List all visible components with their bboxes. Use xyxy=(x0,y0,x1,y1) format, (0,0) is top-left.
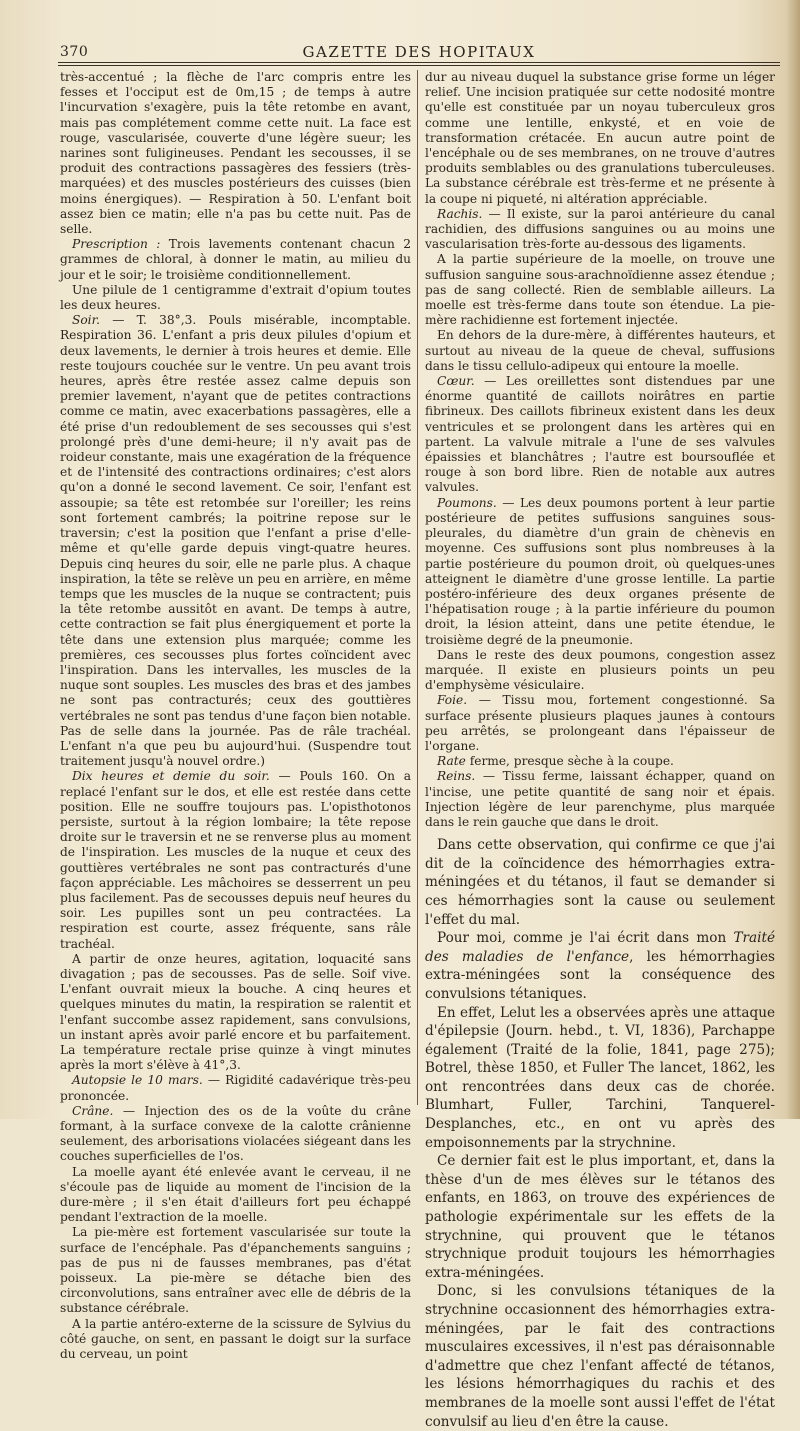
paragraph-body: — Tissu mou, fortement congestionné. Sa surface présente plusieurs plaques jaunes à contours peu arrêtés, se prolongeant dans l'épaisseur de l'organe. xyxy=(425,693,775,753)
paragraph: Dans le reste des deux poumons, congestion assez marquée. Il existe en plusieurs points un peu d'emphysème vésiculaire. xyxy=(425,647,775,693)
paragraph xyxy=(60,313,411,769)
paragraph xyxy=(60,769,411,951)
paragraph-lead: Rate xyxy=(437,754,466,769)
paragraph xyxy=(425,496,775,648)
paragraph xyxy=(60,1104,411,1165)
paragraph-body: — Rigidité cadavérique très-peu prononcée. xyxy=(60,1073,411,1103)
paragraph-lead: Cœur. xyxy=(437,374,475,389)
header-rule xyxy=(58,65,780,66)
paragraph xyxy=(425,769,775,830)
paragraph xyxy=(425,754,775,769)
paragraph: La pie-mère est fortement vascularisée sur toute la surface de l'encéphale. Pas d'épanchements sanguins ; pas de pus ni de fausses membranes, pas d'état poisseux. La pie-mère se détache bien des circonvolutions, sans entraîner avec elle de débris de la substance cérébrale. xyxy=(60,1225,411,1316)
paragraph-lead: Crâne. xyxy=(72,1103,114,1118)
paragraph-lead: Foie. xyxy=(437,693,468,708)
paragraph xyxy=(425,693,775,754)
commentary-paragraph: En effet, Lelut les a observées après une attaque d'épilepsie (Journ. hebd., t. VI, 1836), Parchappe également (Traité de la folie, 1841, page 275); Botrel, thèse 1850, et Fuller The lancet, 1862, les ont rencontrées dans deux cas de chorée. Blumhart, Fuller, Tarchini, Tanquerel-Desplanches, etc., en ont vu après des empoisonnements par la strychnine. xyxy=(425,1004,775,1151)
commentary-paragraph: Ce dernier fait est le plus important, et, dans la thèse d'un de mes élèves sur le tétanos des enfants, en 1863, on trouve des expériences de pathologie expérimentale sur les effets de la strychnine, qui prouvent que le tétanos strychnique produit toujours les hémorrhagies extra-méningées. xyxy=(425,1153,775,1281)
paragraph-lead: Poumons. xyxy=(437,495,497,510)
paragraph-lead: Reins. xyxy=(437,769,476,784)
commentary-text: Pour moi, comme je l'ai écrit dans mon xyxy=(437,930,734,947)
paragraph: La moelle ayant été enlevée avant le cerveau, il ne s'écoule pas de liquide au moment de l'incision de la dure-mère ; il s'en était d'ailleurs fort peu échappé pendant l'extraction de la moelle. xyxy=(60,1164,411,1225)
commentary-text: , les hémorrhagies extra-méningées sont la conséquence des convulsions tétaniques. xyxy=(425,948,775,1002)
journal-title: GAZETTE DES HOPITAUX xyxy=(302,43,536,61)
commentary-paragraph: Dans cette observation, qui confirme ce que j'ai dit de la coïncidence des hémorrhagies extra-méningées et du tétanos, il faut se demander si ces hémorrhagies sont la cause ou seulement l'effet du mal. xyxy=(425,837,775,928)
paragraph xyxy=(60,1073,411,1103)
paragraph: très-accentué ; la flèche de l'arc compris entre les fesses et l'occiput est de 0m,15 ; de temps à autre l'incurvation s'exagère, puis la tête retombe en avant, mais pas complétement comme cette nuit. La face est rouge, vascularisée, couverte d'une légère sueur; les narines sont fuligineuses. Pendant les secousses, il se produit des contractions passagères des fessiers (très-marquées) et des muscles postérieurs des cuisses (bien moins énergiques). — Respiration à 50. L'enfant boit assez bien ce matin; elle n'a pas bu cette nuit. Pas de selle. xyxy=(60,70,411,237)
running-header xyxy=(58,38,780,64)
paragraph-body: — Injection des os de la voûte du crâne formant, à la surface convexe de la calotte crânienne seulement, des arborisations violacées siégeant dans les couches superficielles de l'os. xyxy=(60,1103,411,1164)
paragraph xyxy=(425,207,775,253)
paragraph-lead: Prescription : xyxy=(72,237,161,252)
book-title: Traité des maladies de l'enfance xyxy=(425,930,775,965)
paragraph-body: — Les deux poumons portent à leur partie postérieure de petites suffusions sanguines sous-pleurales, du diamètre d'un grain de chènevis en moyenne. Ces suffusions sont plus nombreuses à la partie postérieure du poumon droit, où quelques-unes atteignent le diamètre d'une grosse lentille. La partie postéro-inférieure des deux organes présente de l'hépatisation rouge ; à la partie inférieure du poumon droit, la lésion atteint, dans une petite étendue, le troisième degré de la pneumonie. xyxy=(425,495,775,647)
page-binding-shadow xyxy=(786,0,800,1119)
commentary xyxy=(425,836,775,1431)
paragraph xyxy=(425,374,775,496)
paragraph-body: — Tissu ferme, laissant échapper, quand on l'incise, une petite quantité de sang noir et épais. Injection légère de leur parenchyme, plus marquée dans le rein gauche que dans le droit. xyxy=(425,769,775,829)
paragraph: A la partie supérieure de la moelle, on trouve une suffusion sanguine sous-arachnoïdienne assez étendue ; pas de sang collecté. Rien de semblable ailleurs. La moelle est très-ferme dans toute son étendue. La pie-mère rachidienne est fortement injectée. xyxy=(425,252,775,328)
paragraph-body: — T. 38°,3. Pouls misérable, incomptable. Respiration 36. L'enfant a pris deux pilules d'opium et deux lavements, le dernier à trois heures et demie. Elle reste toujours couchée sur le ventre. Un peu avant trois heures, après être restée assez calme depuis son premier lavement, n'ayant que de petites contractions comme ce matin, avec exacerbations passagères, elle a été prise d'un redoublement de ses secousses qui s'est prolongé près d'une demi-heure; il n'y avait pas de roideur constante, mais une exagération de la fréquence et de l'intensité des contractions ordinaires; c'est alors qu'on a donné le second lavement. Ce soir, l'enfant est assoupie; sa tête est retombée sur l'oreiller; les reins sont fortement cambrés; la poitrine repose sur le traversin; c'est la position que l'enfant a prise d'elle-même et qu'elle garde depuis vingt-quatre heures. Depuis cinq heures du soir, elle ne parle plus. A chaque inspiration, la tête se relève un peu en arrière, en même temps que les muscles de la nuque se contractent; puis la tête retombe aussitôt en avant. De temps à autre, cette contraction se fait plus énergiquement et porte la tête dans une extension plus marquée; comme les premières, ces secousses plus fortes coïncident avec l'inspiration. Dans les intervalles, les muscles de la nuque sont souples. Les muscles des bras et des jambes ne sont pas contracturés; ceux des gouttières vertébrales ne sont pas tendus d'une façon bien notable. Pas de selle dans la journée. Pas de râle trachéal. L'enfant n'a que peu bu aujourd'hui. (Suspendre tout traitement jusqu'à nouvel ordre.) xyxy=(60,313,411,769)
paragraph-body: — Les oreillettes sont distendues par une énorme quantité de caillots noirâtres en partie fibrineux. Des caillots fibrineux existent dans les deux ventricules et se prolongent dans les artères qui en partent. La valvule mitrale a l'une de ses valvules épaissies et blanchâtres ; l'autre est boursouflée et rouge à son bord libre. Rien de notable aux autres valvules. xyxy=(425,374,775,495)
paragraph-lead: Rachis. xyxy=(437,206,483,221)
left-column xyxy=(60,70,411,1362)
paragraph-lead: Dix heures et demie du soir. xyxy=(72,769,270,784)
paragraph-lead: Autopsie le 10 mars. xyxy=(72,1073,203,1088)
paragraph: A la partie antéro-externe de la scissure de Sylvius du côté gauche, on sent, en passant le doigt sur la surface du cerveau, un point xyxy=(60,1316,411,1362)
commentary-paragraph: Donc, si les convulsions tétaniques de la strychnine occasionnent des hémorrhagies extra-méningées, par le fait des contractions musculaires excessives, il n'est pas déraisonnable d'admettre que chez l'enfant affecté de tétanos, les lésions hémorrhagiques du rachis et des membranes de la moelle sont aussi l'effet de l'état convulsif au lieu d'en être la cause. xyxy=(425,1283,775,1430)
paragraph: En dehors de la dure-mère, à différentes hauteurs, et surtout au niveau de la queue de cheval, suffusions dans le tissu cellulo-adipeux qui entoure la moelle. xyxy=(425,328,775,373)
commentary-paragraph xyxy=(425,929,775,1003)
paragraph-body: — Il existe, sur la paroi antérieure du canal rachidien, des diffusions sanguines ou au moins une vascularisation très-forte au-dessous des ligaments. xyxy=(425,206,775,252)
column-divider xyxy=(417,70,418,1105)
paragraph: A partir de onze heures, agitation, loquacité sans divagation ; pas de secousses. Pas de selle. Soif vive. L'enfant ouvrait mieux la bouche. A cinq heures et quelques minutes du matin, la respiration se ralentit et l'enfant succombe assez rapidement, sans convulsions, un instant après avoir parlé encore et bu parfaitement. La température rectale prise quinze à vingt minutes après la mort s'élève à 41°,3. xyxy=(60,951,411,1073)
paragraph: Une pilule de 1 centigramme d'extrait d'opium toutes les deux heures. xyxy=(60,282,411,313)
paragraph-lead: Soir. xyxy=(72,313,100,328)
paragraph-body: ferme, presque sèche à la coupe. xyxy=(465,754,674,769)
paragraph xyxy=(60,237,411,283)
header-rule xyxy=(58,62,780,63)
paragraph-body: — Pouls 160. On a replacé l'enfant sur le dos, et elle est restée dans cette position. Elle ne souffre toujours pas. L'opisthotonos persiste, surtout à la région lombaire; la tête repose droite sur le traversin et ne se renverse plus au moment de l'inspiration. Les muscles de la nuque et ceux des gouttières vertébrales ne sont pas contracturés d'une façon appréciable. Les mâchoires se desserrent un peu plus facilement. Pas de secousses depuis neuf heures du soir. Les pupilles sont un peu contractées. La respiration est courte, assez fréquente, sans râle trachéal. xyxy=(60,769,411,951)
right-column xyxy=(425,70,775,1431)
paragraph: dur au niveau duquel la substance grise forme un léger relief. Une incision pratiquée sur cette nodosité montre qu'elle est constituée par un noyau tuberculeux gros comme une lentille, enkysté, et en voie de transformation crétacée. En aucun autre point de l'encéphale ou de ses membranes, on ne trouve d'autres produits semblables ou des granulations tuberculeuses. La substance cérébrale est très-ferme et ne présente à la coupe ni piqueté, ni altération appréciable. xyxy=(425,70,775,206)
page-number: 370 xyxy=(60,44,89,60)
paragraph-body: Trois lavements contenant chacun 2 grammes de chloral, à donner le matin, au milieu du jour et le soir; le troisième conditionnellement. xyxy=(60,237,411,282)
